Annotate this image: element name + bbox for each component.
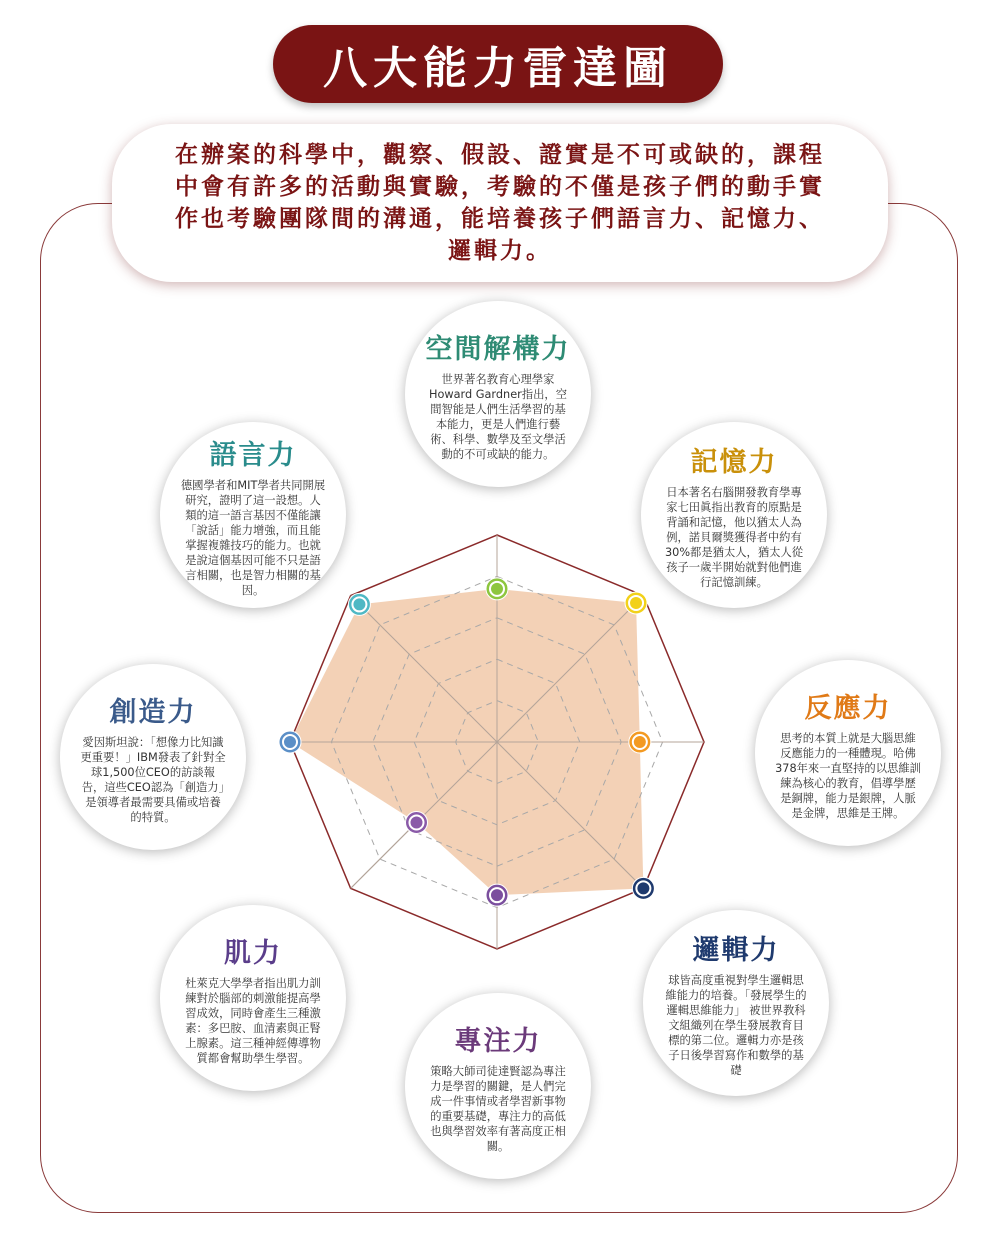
- bubble-desc: 世界著名教育心理學家Howard Gardner指出，空間智能是人們生活學習的基本能力，更是人們進行藝術、科學、數學及至文學活動的不可或缺的能力。: [428, 372, 567, 461]
- bubble-title: 邏輯力: [692, 935, 780, 966]
- bubble-title: 記憶力: [690, 447, 778, 478]
- bubble-desc: 愛因斯坦說：「想像力比知識更重要！」IBM發表了針對全球1,500位CEO的訪談報告，這些CEO認為「創造力」是領導者最需要具備或培養的特質。: [80, 735, 226, 824]
- bubble-desc: 德國學者和MIT學者共同開展研究，證明了這一設想。人類的這一語言基因不僅能讓「說話」能力增強，而且能掌握複雜技巧的能力。也就是說這個基因可能不只是語言相關，也是智力相關的基因。: [180, 478, 326, 597]
- bubble-title: 創造力: [109, 696, 197, 728]
- bubble-desc: 日本著名右腦開發教育學專家七田眞指出教育的原點是背誦和記憶，他以猶太人為例，諾貝爾獎獲得者中約有30%都是猶太人，猶太人從孩子一歲半開始就對他們進行記憶訓練。: [664, 486, 804, 589]
- bubble-spatial: [405, 301, 591, 487]
- bubble-reaction: [755, 660, 941, 846]
- bubble-desc: 策略大師司徒達賢認為專注力是學習的關鍵，是人們完成一件事情或者學習新事物的重要基礎，專注力的高低也與學習效率有著高度正相關。: [430, 1064, 566, 1153]
- bubble-title: 專注力: [454, 1025, 542, 1057]
- bubble-title: 肌力: [224, 937, 282, 969]
- bubble-creativity: [60, 664, 246, 850]
- bubble-strength: [160, 905, 346, 1091]
- bubble-logic: [643, 910, 829, 1096]
- bubble-language: [160, 422, 346, 608]
- intro-text: 在辦案的科學中，觀察、假設、證實是不可或缺的，課程中會有許多的活動與實驗，考驗的不僅是孩子們的動手實作也考驗團隊間的溝通，能培養孩子們語言力、記憶力、邏輯力。: [175, 142, 825, 264]
- bubble-desc: 思考的本質上就是大腦思維反應能力的一種體現。哈佛378年來一直堅持的以思維訓練為核心的教育，倡導學歷是銅牌，能力是銀牌，人脈是金牌，思維是王牌。: [775, 731, 921, 820]
- bubble-title: 空間解構力: [425, 333, 571, 365]
- bubble-title: 語言力: [209, 439, 297, 471]
- bubble-focus: [405, 993, 591, 1179]
- page-title: 八大能力雷達圖: [323, 43, 673, 94]
- bubble-desc: 球皆高度重視對學生邏輯思維能力的培養。「發展學生的邏輯思維能力」 被世界教科文組織列在學生發展教育目標的第二位。邏輯力亦是孩子日後學習寫作和數學的基礎: [665, 974, 807, 1077]
- bubble-title: 反應力: [804, 692, 892, 724]
- bubble-desc: 杜萊克大學學者指出肌力訓練對於腦部的刺激能提高學習成效，同時會產生三種激素：多巴胺、血清素與正腎上腺素。這三種神經傳導物質都會幫助學生學習。: [185, 976, 321, 1065]
- bubble-memory: [641, 422, 827, 608]
